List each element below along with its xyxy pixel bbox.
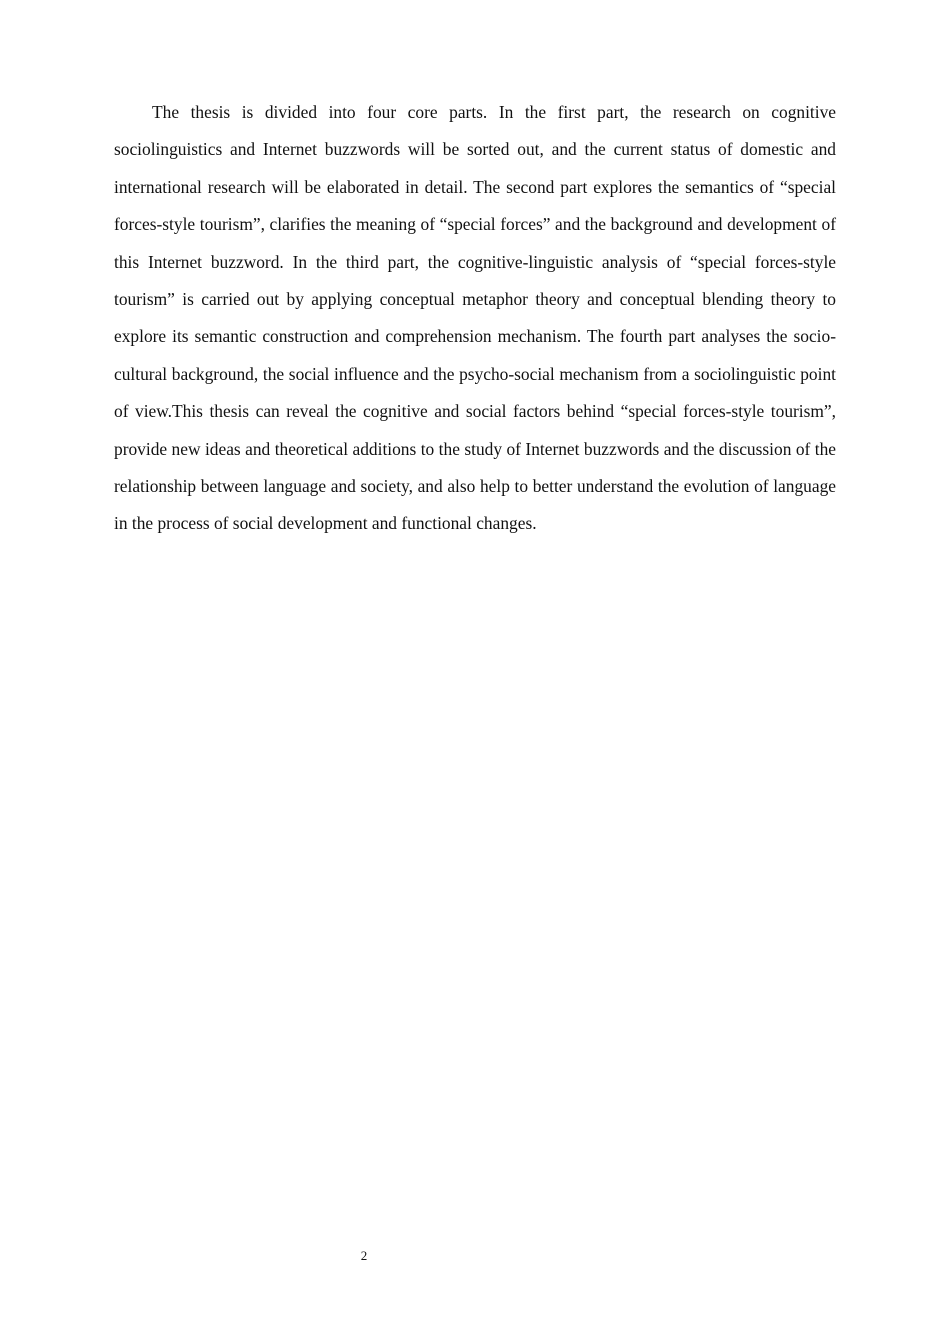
page-number: 2 — [360, 1248, 368, 1263]
body-paragraph: The thesis is divided into four core parts. In the first part, the research on cognitive sociolinguistics and Internet buzzwords will be sorted out, and the current status of domestic and international research will be elaborated in detail. The second part explores the semantics of “special forces-style tourism”, clarifies the meaning of “special forces” and the background and development of this Internet buzzword. In the third part, the cognitive-linguistic analysis of “special forces-style tourism” is carried out by applying conceptual metaphor theory and conceptual blending theory to explore its semantic construction and comprehension mechanism. The fourth part analyses the socio-cultural background, the social influence and the psycho-social mechanism from a sociolinguistic point of view.This thesis can reveal the cognitive and social factors behind “special forces-style tourism”, provide new ideas and theoretical additions to the study of Internet buzzwords and the discussion of the relationship between language and society, and also help to better understand the evolution of language in the process of social development and functional changes. — [114, 102, 836, 534]
